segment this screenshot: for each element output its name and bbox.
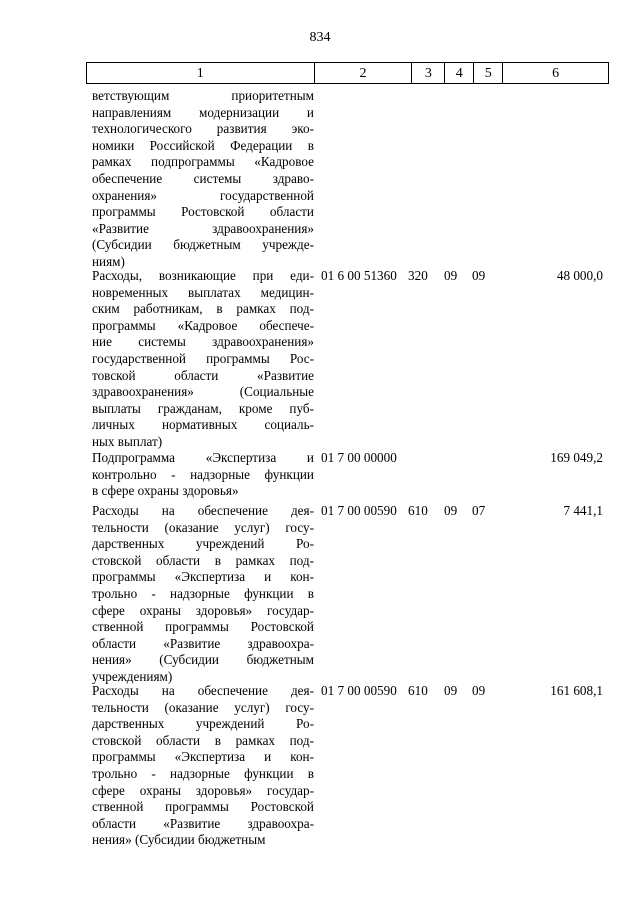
- header-col-3: 3: [412, 63, 445, 83]
- description-line: трольно - надзорные функции в: [92, 765, 314, 781]
- description-line: программы «Экспертиза и кон-: [92, 749, 314, 765]
- description-line: ниям): [92, 253, 125, 269]
- header-col-2: 2: [315, 63, 413, 83]
- cell-amount: 7 441,1: [563, 503, 603, 518]
- header-col-6: 6: [552, 66, 560, 81]
- description-line: рамках подпрограммы «Кадровое: [92, 154, 314, 170]
- page-number: 834: [309, 30, 331, 45]
- description-line: здравоохранения» (Социальные: [92, 384, 314, 400]
- description-line: обеспечение системы здраво-: [92, 170, 314, 186]
- description-line: области «Развитие здравоохра-: [92, 815, 314, 831]
- description-line: тельности (оказание услуг) госу-: [92, 519, 314, 535]
- row-description: [92, 503, 314, 686]
- cell-amount: 48 000,0: [556, 268, 603, 283]
- cell-target-code: 01 6 00 51360: [321, 268, 397, 283]
- cell-target-code: 01 7 00 00590: [321, 503, 397, 518]
- description-line: «Развитие здравоохранения»: [92, 220, 314, 236]
- description-line: ственной программы Ростовской: [92, 799, 314, 815]
- cell-expense-type: 320: [408, 268, 428, 283]
- description-line: программы «Экспертиза и кон-: [92, 569, 314, 585]
- description-line: сфере охраны здоровья» государ-: [92, 602, 314, 618]
- description-line: направлениям модернизации и: [92, 104, 314, 120]
- description-line: государственной программы Рос-: [92, 350, 314, 366]
- description-line: Подпрограмма «Экспертиза и: [92, 450, 314, 465]
- description-line: дарственных учреждений Ро-: [92, 716, 314, 732]
- cell-amount: 161 608,1: [550, 683, 603, 698]
- description-line: технологического развития эко-: [92, 121, 314, 137]
- description-line: контрольно - надзорные функции: [92, 466, 314, 482]
- description-line: новременных выплатах медицин-: [92, 284, 314, 300]
- cell-expense-type: 610: [408, 503, 428, 518]
- description-line: дарственных учреждений Ро-: [92, 536, 314, 552]
- cell-expense-type: 610: [408, 683, 428, 698]
- description-line: Расходы, возникающие при еди-: [92, 268, 314, 283]
- header-col-1: 1: [87, 63, 315, 83]
- description-line: номики Российской Федерации в: [92, 137, 314, 153]
- cell-section: 09: [444, 503, 458, 518]
- table-header: [86, 62, 609, 84]
- description-line: ским работникам, в рамках под-: [92, 301, 314, 317]
- header-col-5: 5: [474, 63, 503, 83]
- row-description: [92, 683, 314, 849]
- description-line: ветствующим приоритетным: [92, 88, 314, 103]
- description-line: Расходы на обеспечение дея-: [92, 683, 314, 698]
- row-description: [92, 268, 314, 451]
- cell-target-code: 01 7 00 00000: [321, 450, 397, 465]
- description-line: личных нормативных социаль-: [92, 417, 314, 433]
- description-line: нения» (Субсидии бюджетным: [92, 652, 314, 668]
- description-line: охранения» государственной: [92, 187, 314, 203]
- description-line: ственной программы Ростовской: [92, 619, 314, 635]
- description-line: программы Ростовской области: [92, 204, 314, 220]
- cell-subsection: 09: [472, 268, 486, 283]
- row-description: [92, 450, 314, 500]
- description-line: в сфере охраны здоровья»: [92, 483, 239, 499]
- description-line: тельности (оказание услуг) госу-: [92, 699, 314, 715]
- description-line: стовской области в рамках под-: [92, 552, 314, 568]
- cell-subsection: 07: [472, 503, 486, 518]
- description-line: (Субсидии бюджетным учрежде-: [92, 237, 314, 253]
- row-description: [92, 88, 314, 271]
- description-line: сфере охраны здоровья» государ-: [92, 782, 314, 798]
- description-line: ных выплат): [92, 433, 163, 449]
- description-line: выплаты гражданам, кроме пуб-: [92, 400, 314, 416]
- cell-subsection: 09: [472, 683, 486, 698]
- cell-amount: 169 049,2: [550, 450, 603, 465]
- description-line: стовской области в рамках под-: [92, 732, 314, 748]
- description-line: трольно - надзорные функции в: [92, 585, 314, 601]
- description-line: нения» (Субсидии бюджетным: [92, 832, 266, 848]
- cell-section: 09: [444, 268, 458, 283]
- cell-section: 09: [444, 683, 458, 698]
- description-line: области «Развитие здравоохра-: [92, 635, 314, 651]
- description-line: учреждениям): [92, 668, 173, 684]
- description-line: ние системы здравоохранения»: [92, 334, 314, 350]
- description-line: товской области «Развитие: [92, 367, 314, 383]
- description-line: Расходы на обеспечение дея-: [92, 503, 314, 518]
- cell-target-code: 01 7 00 00590: [321, 683, 397, 698]
- header-col-4: 4: [445, 63, 474, 83]
- description-line: программы «Кадровое обеспече-: [92, 317, 314, 333]
